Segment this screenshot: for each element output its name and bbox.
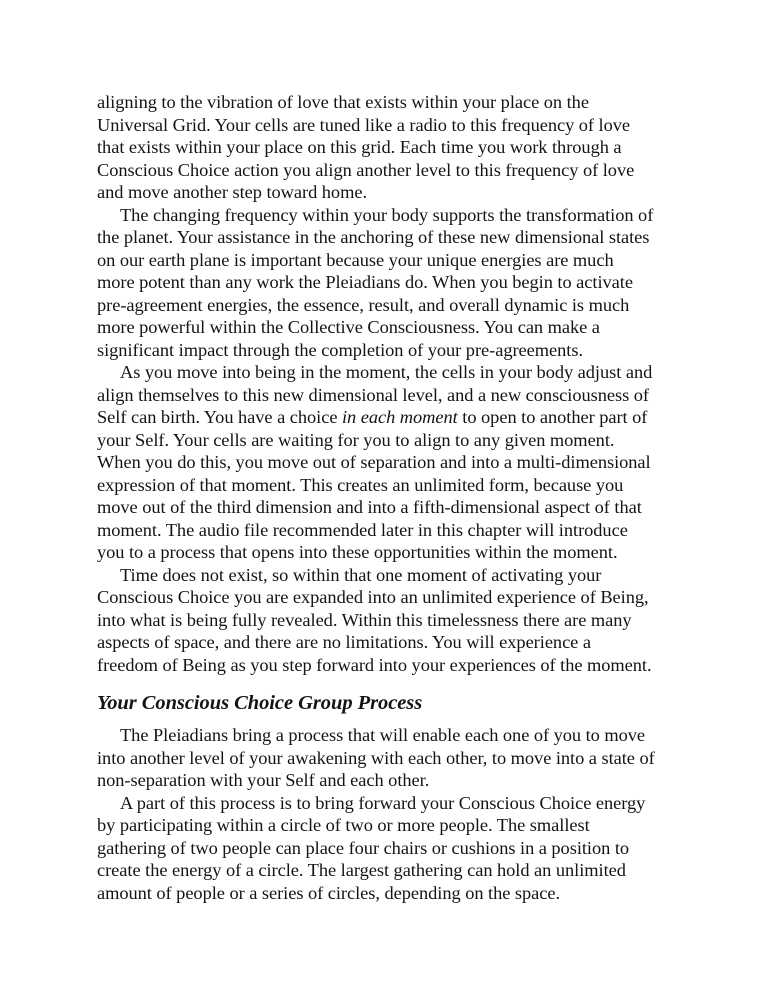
text-line: move out of the third dimension and into a fifth-dimensional aspect of that [97,497,642,517]
text-line: significant impact through the completion of your pre-agreements. [97,339,583,360]
document-page [97,91,679,904]
text-line: into what is being fully revealed. Within this timelessness there are many [97,609,632,630]
text-line: your Self. Your cells are waiting for you to align to any given moment. [97,429,615,450]
text-line: aligning to the vibration of love that exists within your place on the [97,92,589,112]
text-line: amount of people or a series of circles, depending on the space. [97,882,561,903]
text-line: gathering of two people can place four chairs or cushions in a position to [97,837,630,858]
paragraph-1 [97,91,679,204]
text-line: When you do this, you move out of separation and into a multi-dimensional [97,452,651,472]
paragraph-2 [97,204,679,362]
text-line: and move another step toward home. [97,182,367,202]
text-line: more potent than any work the Pleiadians do. When you begin to activate [97,272,633,292]
text-line: pre-agreement energies, the essence, result, and overall dynamic is much [97,294,630,315]
text-line: create the energy of a circle. The largest gathering can hold an unlimited [97,860,626,880]
text-line-with-emphasis [97,406,679,429]
text-line: aspects of space, and there are no limitations. You will experience a [97,632,591,652]
text-line: you to a process that opens into these opportunities within the moment. [97,542,618,562]
text-line: moment. The audio file recommended later in this chapter will introduce [97,519,628,540]
text-line: A part of this process is to bring forward your Conscious Choice energy [120,792,646,813]
text-line: Conscious Choice action you align another level to this frequency of love [97,159,635,180]
text-segment: Self can birth. You have a choice [97,407,342,427]
text-line: Time does not exist, so within that one moment of activating your [120,564,602,585]
text-line: the planet. Your assistance in the anchoring of these new dimensional states [97,227,650,247]
text-line: align themselves to this new dimensional level, and a new consciousness of [97,384,649,405]
text-line: into another level of your awakening with each other, to move into a state of [97,747,655,768]
text-line: freedom of Being as you step forward into your experiences of the moment. [97,654,652,675]
paragraph-6 [97,792,679,905]
text-line: more powerful within the Collective Consciousness. You can make a [97,317,600,337]
paragraph-3 [97,361,679,564]
text-line: The Pleiadians bring a process that will enable each one of you to move [120,725,646,745]
text-segment: to open to another part of [457,407,648,427]
paragraph-4 [97,564,679,677]
section-heading: Your Conscious Choice Group Process [97,692,423,714]
text-line: The changing frequency within your body supports the transformation of [120,204,654,225]
paragraph-5 [97,724,679,792]
text-line: that exists within your place on this grid. Each time you work through a [97,137,622,157]
text-line: expression of that moment. This creates an unlimited form, because you [97,474,624,495]
text-line: Conscious Choice you are expanded into an unlimited experience of Being, [97,587,649,607]
text-line: As you move into being in the moment, the cells in your body adjust and [120,362,653,382]
text-line: by participating within a circle of two or more people. The smallest [97,815,590,835]
emphasis-text: in each moment [341,407,458,427]
text-line: on our earth plane is important because your unique energies are much [97,249,614,270]
text-line: non-separation with your Self and each other. [97,770,430,790]
text-line: Universal Grid. Your cells are tuned like a radio to this frequency of love [97,114,631,135]
